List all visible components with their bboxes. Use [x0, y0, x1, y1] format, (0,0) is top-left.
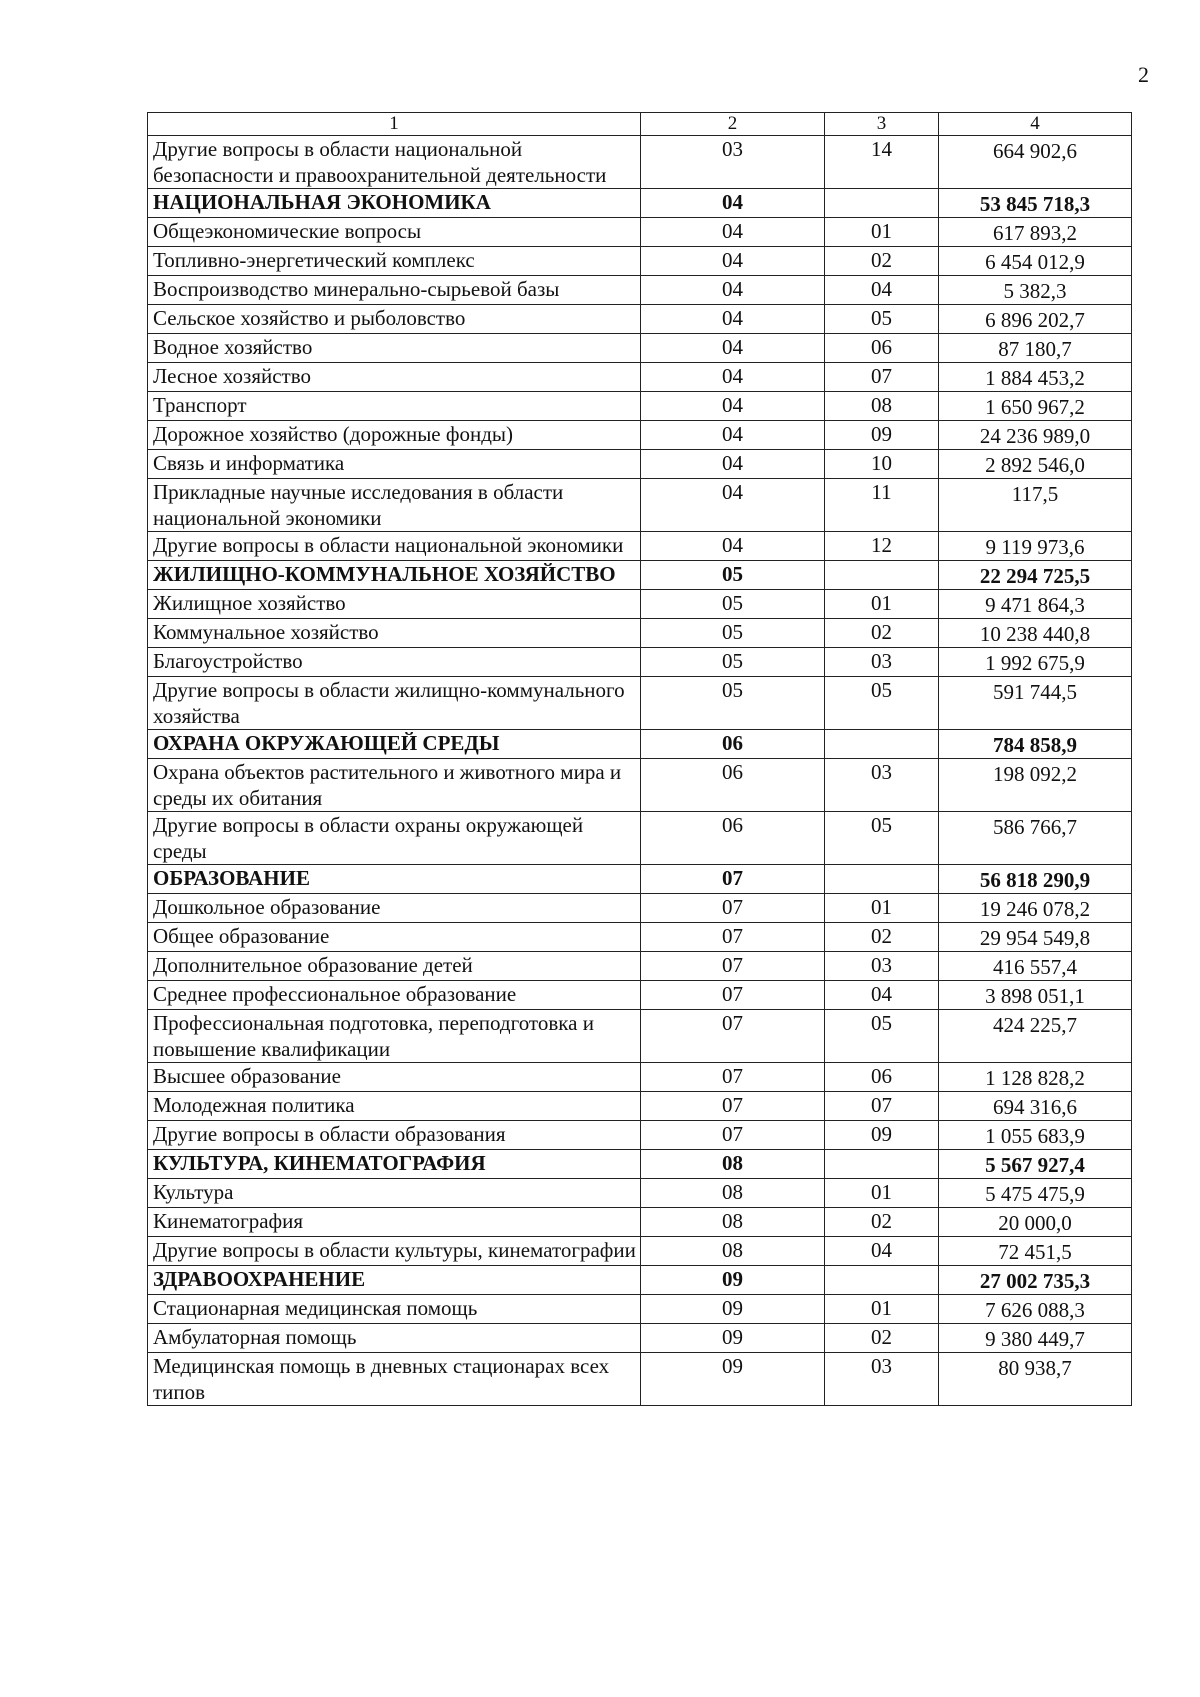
row-name-cell: НАЦИОНАЛЬНАЯ ЭКОНОМИКА	[148, 189, 641, 218]
row-amount-cell: 27 002 735,3	[939, 1266, 1132, 1295]
row-section-cell: 04	[641, 334, 825, 363]
row-section-cell: 04	[641, 189, 825, 218]
row-amount-cell: 1 884 453,2	[939, 363, 1132, 392]
row-amount-cell: 5 382,3	[939, 276, 1132, 305]
row-subsection-cell: 03	[825, 952, 939, 981]
table-row	[148, 677, 1132, 730]
section-row	[148, 189, 1132, 218]
row-amount-cell: 664 902,6	[939, 136, 1132, 189]
row-name-cell: Топливно-энергетический комплекс	[148, 247, 641, 276]
row-section-cell: 04	[641, 532, 825, 561]
row-subsection-cell: 14	[825, 136, 939, 189]
table-body	[148, 136, 1132, 1406]
row-subsection-cell: 07	[825, 363, 939, 392]
table-row	[148, 648, 1132, 677]
row-section-cell: 07	[641, 981, 825, 1010]
row-section-cell: 06	[641, 759, 825, 812]
row-subsection-cell: 07	[825, 1092, 939, 1121]
row-name-cell: ЗДРАВООХРАНЕНИЕ	[148, 1266, 641, 1295]
section-row	[148, 561, 1132, 590]
table-row	[148, 894, 1132, 923]
row-section-cell: 06	[641, 730, 825, 759]
row-subsection-cell: 01	[825, 894, 939, 923]
table-row	[148, 952, 1132, 981]
row-name-cell: КУЛЬТУРА, КИНЕМАТОГРАФИЯ	[148, 1150, 641, 1179]
table-row	[148, 1208, 1132, 1237]
row-subsection-cell: 09	[825, 421, 939, 450]
table-row	[148, 923, 1132, 952]
row-name-cell: Лесное хозяйство	[148, 363, 641, 392]
row-section-cell: 07	[641, 894, 825, 923]
row-subsection-cell: 04	[825, 981, 939, 1010]
row-subsection-cell: 03	[825, 1353, 939, 1406]
table-row	[148, 1295, 1132, 1324]
row-section-cell: 05	[641, 590, 825, 619]
row-section-cell: 04	[641, 392, 825, 421]
header-col-2: 2	[641, 113, 825, 136]
row-amount-cell: 6 454 012,9	[939, 247, 1132, 276]
table-row	[148, 136, 1132, 189]
row-amount-cell: 117,5	[939, 479, 1132, 532]
row-name-cell: ОХРАНА ОКРУЖАЮЩЕЙ СРЕДЫ	[148, 730, 641, 759]
row-subsection-cell: 02	[825, 619, 939, 648]
row-amount-cell: 20 000,0	[939, 1208, 1132, 1237]
row-amount-cell: 784 858,9	[939, 730, 1132, 759]
row-section-cell: 09	[641, 1295, 825, 1324]
row-subsection-cell: 01	[825, 1295, 939, 1324]
row-name-cell: Другие вопросы в области национальной экономики	[148, 532, 641, 561]
row-amount-cell: 10 238 440,8	[939, 619, 1132, 648]
row-name-cell: Другие вопросы в области охраны окружающей среды	[148, 812, 641, 865]
row-amount-cell: 694 316,6	[939, 1092, 1132, 1121]
table-row	[148, 1010, 1132, 1063]
row-section-cell: 05	[641, 561, 825, 590]
row-section-cell: 08	[641, 1237, 825, 1266]
table-row	[148, 590, 1132, 619]
row-name-cell: Культура	[148, 1179, 641, 1208]
row-amount-cell: 19 246 078,2	[939, 894, 1132, 923]
row-section-cell: 09	[641, 1324, 825, 1353]
table-row	[148, 1237, 1132, 1266]
row-section-cell: 04	[641, 305, 825, 334]
table-row	[148, 334, 1132, 363]
row-section-cell: 07	[641, 1121, 825, 1150]
row-subsection-cell: 02	[825, 1208, 939, 1237]
row-name-cell: Молодежная политика	[148, 1092, 641, 1121]
row-name-cell: Общеэкономические вопросы	[148, 218, 641, 247]
row-amount-cell: 24 236 989,0	[939, 421, 1132, 450]
row-name-cell: Водное хозяйство	[148, 334, 641, 363]
row-amount-cell: 56 818 290,9	[939, 865, 1132, 894]
row-name-cell: Другие вопросы в области образования	[148, 1121, 641, 1150]
row-subsection-cell: 06	[825, 1063, 939, 1092]
row-amount-cell: 586 766,7	[939, 812, 1132, 865]
row-amount-cell: 1 992 675,9	[939, 648, 1132, 677]
row-name-cell: Медицинская помощь в дневных стационарах всех типов	[148, 1353, 641, 1406]
row-name-cell: Амбулаторная помощь	[148, 1324, 641, 1353]
row-amount-cell: 29 954 549,8	[939, 923, 1132, 952]
row-section-cell: 07	[641, 1010, 825, 1063]
row-section-cell: 08	[641, 1208, 825, 1237]
row-section-cell: 05	[641, 677, 825, 730]
row-name-cell: Охрана объектов растительного и животного мира и среды их обитания	[148, 759, 641, 812]
row-section-cell: 04	[641, 363, 825, 392]
row-section-cell: 05	[641, 648, 825, 677]
row-section-cell: 07	[641, 923, 825, 952]
row-amount-cell: 1 055 683,9	[939, 1121, 1132, 1150]
table-row	[148, 812, 1132, 865]
header-col-1: 1	[148, 113, 641, 136]
row-amount-cell: 22 294 725,5	[939, 561, 1132, 590]
row-name-cell: Кинематография	[148, 1208, 641, 1237]
section-row	[148, 730, 1132, 759]
table-header	[148, 113, 1132, 136]
row-amount-cell: 72 451,5	[939, 1237, 1132, 1266]
row-name-cell: Сельское хозяйство и рыболовство	[148, 305, 641, 334]
row-section-cell: 03	[641, 136, 825, 189]
row-name-cell: Стационарная медицинская помощь	[148, 1295, 641, 1324]
row-amount-cell: 3 898 051,1	[939, 981, 1132, 1010]
header-col-3: 3	[825, 113, 939, 136]
row-subsection-cell	[825, 865, 939, 894]
row-subsection-cell: 05	[825, 305, 939, 334]
row-name-cell: Дополнительное образование детей	[148, 952, 641, 981]
row-name-cell: Дошкольное образование	[148, 894, 641, 923]
table-row	[148, 1324, 1132, 1353]
row-amount-cell: 591 744,5	[939, 677, 1132, 730]
row-name-cell: Коммунальное хозяйство	[148, 619, 641, 648]
table-row	[148, 479, 1132, 532]
row-subsection-cell	[825, 1150, 939, 1179]
row-name-cell: Другие вопросы в области жилищно-коммунального хозяйства	[148, 677, 641, 730]
row-section-cell: 04	[641, 276, 825, 305]
table-row	[148, 450, 1132, 479]
row-amount-cell: 5 475 475,9	[939, 1179, 1132, 1208]
row-name-cell: Благоустройство	[148, 648, 641, 677]
row-name-cell: Среднее профессиональное образование	[148, 981, 641, 1010]
row-amount-cell: 5 567 927,4	[939, 1150, 1132, 1179]
row-section-cell: 08	[641, 1179, 825, 1208]
row-name-cell: Жилищное хозяйство	[148, 590, 641, 619]
table-row	[148, 392, 1132, 421]
row-section-cell: 05	[641, 619, 825, 648]
row-name-cell: Другие вопросы в области национальной безопасности и правоохранительной деятельности	[148, 136, 641, 189]
row-section-cell: 04	[641, 479, 825, 532]
row-amount-cell: 9 119 973,6	[939, 532, 1132, 561]
row-subsection-cell: 06	[825, 334, 939, 363]
row-amount-cell: 1 128 828,2	[939, 1063, 1132, 1092]
row-section-cell: 09	[641, 1353, 825, 1406]
header-row	[148, 113, 1132, 136]
row-subsection-cell: 02	[825, 923, 939, 952]
row-name-cell: Транспорт	[148, 392, 641, 421]
table-row	[148, 1092, 1132, 1121]
section-row	[148, 1266, 1132, 1295]
table-row	[148, 247, 1132, 276]
table-row	[148, 532, 1132, 561]
row-subsection-cell: 02	[825, 247, 939, 276]
row-subsection-cell: 03	[825, 648, 939, 677]
table-row	[148, 1063, 1132, 1092]
row-subsection-cell: 09	[825, 1121, 939, 1150]
row-amount-cell: 416 557,4	[939, 952, 1132, 981]
row-section-cell: 07	[641, 1092, 825, 1121]
row-amount-cell: 424 225,7	[939, 1010, 1132, 1063]
row-subsection-cell: 05	[825, 812, 939, 865]
row-name-cell: Дорожное хозяйство (дорожные фонды)	[148, 421, 641, 450]
row-section-cell: 07	[641, 1063, 825, 1092]
row-subsection-cell	[825, 1266, 939, 1295]
row-section-cell: 04	[641, 247, 825, 276]
table-row	[148, 421, 1132, 450]
row-section-cell: 04	[641, 421, 825, 450]
row-section-cell: 09	[641, 1266, 825, 1295]
row-subsection-cell	[825, 561, 939, 590]
row-section-cell: 04	[641, 450, 825, 479]
row-name-cell: ЖИЛИЩНО-КОММУНАЛЬНОЕ ХОЗЯЙСТВО	[148, 561, 641, 590]
section-row	[148, 1150, 1132, 1179]
row-subsection-cell: 05	[825, 677, 939, 730]
row-subsection-cell: 08	[825, 392, 939, 421]
row-subsection-cell: 11	[825, 479, 939, 532]
row-subsection-cell: 04	[825, 1237, 939, 1266]
row-amount-cell: 7 626 088,3	[939, 1295, 1132, 1324]
row-amount-cell: 9 471 864,3	[939, 590, 1132, 619]
row-subsection-cell: 02	[825, 1324, 939, 1353]
row-name-cell: Общее образование	[148, 923, 641, 952]
row-subsection-cell: 01	[825, 218, 939, 247]
row-subsection-cell: 03	[825, 759, 939, 812]
page-number: 2	[1138, 62, 1149, 87]
row-amount-cell: 2 892 546,0	[939, 450, 1132, 479]
table-row	[148, 759, 1132, 812]
row-subsection-cell: 04	[825, 276, 939, 305]
row-name-cell: Профессиональная подготовка, переподготовка и повышение квалификации	[148, 1010, 641, 1063]
row-amount-cell: 87 180,7	[939, 334, 1132, 363]
table-row	[148, 276, 1132, 305]
row-subsection-cell: 01	[825, 590, 939, 619]
row-subsection-cell: 01	[825, 1179, 939, 1208]
row-amount-cell: 1 650 967,2	[939, 392, 1132, 421]
row-amount-cell: 198 092,2	[939, 759, 1132, 812]
table-row	[148, 981, 1132, 1010]
row-subsection-cell	[825, 189, 939, 218]
row-subsection-cell	[825, 730, 939, 759]
row-amount-cell: 617 893,2	[939, 218, 1132, 247]
row-name-cell: Другие вопросы в области культуры, кинематографии	[148, 1237, 641, 1266]
table-row	[148, 1179, 1132, 1208]
row-subsection-cell: 10	[825, 450, 939, 479]
row-amount-cell: 53 845 718,3	[939, 189, 1132, 218]
row-name-cell: ОБРАЗОВАНИЕ	[148, 865, 641, 894]
row-amount-cell: 6 896 202,7	[939, 305, 1132, 334]
table-row	[148, 619, 1132, 648]
row-amount-cell: 9 380 449,7	[939, 1324, 1132, 1353]
row-subsection-cell: 05	[825, 1010, 939, 1063]
row-name-cell: Связь и информатика	[148, 450, 641, 479]
row-section-cell: 06	[641, 812, 825, 865]
row-amount-cell: 80 938,7	[939, 1353, 1132, 1406]
row-section-cell: 07	[641, 952, 825, 981]
section-row	[148, 865, 1132, 894]
row-name-cell: Высшее образование	[148, 1063, 641, 1092]
row-section-cell: 04	[641, 218, 825, 247]
table-row	[148, 363, 1132, 392]
budget-table	[147, 112, 1132, 1406]
row-subsection-cell: 12	[825, 532, 939, 561]
table-row	[148, 218, 1132, 247]
row-section-cell: 07	[641, 865, 825, 894]
table-row	[148, 305, 1132, 334]
row-name-cell: Воспроизводство минерально-сырьевой базы	[148, 276, 641, 305]
header-col-4: 4	[939, 113, 1132, 136]
table-row	[148, 1353, 1132, 1406]
table-row	[148, 1121, 1132, 1150]
row-section-cell: 08	[641, 1150, 825, 1179]
row-name-cell: Прикладные научные исследования в области национальной экономики	[148, 479, 641, 532]
